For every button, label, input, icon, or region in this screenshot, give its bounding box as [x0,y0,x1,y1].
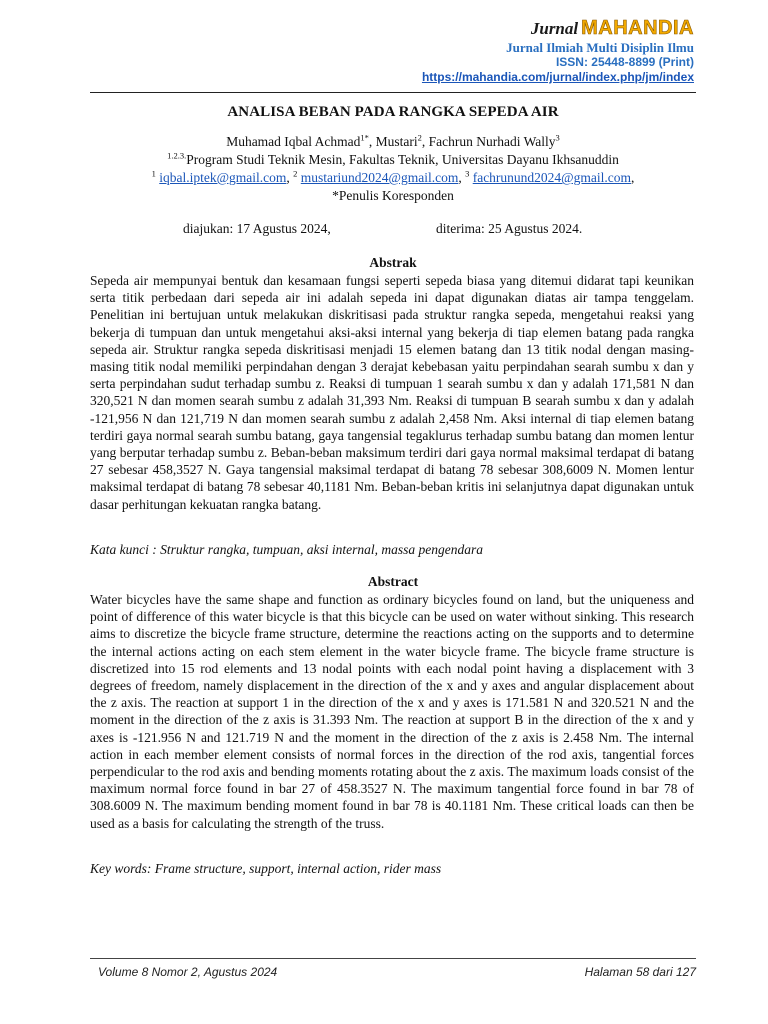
email-list: $^1$ iqbal.iptek@gmail.com, $^2$ mustariund2024@gmail.com, $^3$ fachrunund2024@gmail.com, [151,168,635,185]
journal-subtitle: Jurnal Ilmiah Multi Disiplin Ilmu [506,40,694,55]
journal-logo [422,18,694,40]
journal-header [422,18,694,85]
journal-url-link[interactable]: https://mahandia.com/jurnal/index.php/jm/index [421,70,694,84]
submitted-date: diajukan: 17 Agustus 2024, [183,221,331,236]
affiliation [90,151,696,168]
author-separator: , [421,134,429,149]
footer-page-number: Halaman 58 dari 127 [584,965,696,979]
accepted-date: diterima: 25 Agustus 2024. [436,221,583,236]
author-sup: 3 [555,132,560,143]
author-sup: 1* [360,132,369,143]
abstrak-keywords: Kata kunci : Struktur rangka, tumpuan, aksi internal, massa pengendara [90,542,483,557]
journal-issn: ISSN: 25448-8899 (Print) [555,55,694,69]
abstract-text: Water bicycles have the same shape and function as ordinary bicycles found on land, but the uniqueness and point of difference of this water bicycle is that this bicycle can be used on water without sinking. This research aims to discretize the bicycle frame structure, determine the reactions acting on the supports and to determine the internal actions acting on each stem element in the water bicycle frame. The bicycle frame structure is discretized into 15 rod elements and 13 nodal points with each nodal point having a displacement with 3 degrees of freedom, namely displacement in the direction of the x and y axes and angular displacement about the z axis. The reaction at support 1 in the direction of the x and y axes is 171.581 N and 320.521 N and the moment in the direction of the z axis is 31.393 Nm. The reaction at support B in the direction of the x and y axes is -121.956 N and 121.719 N and the moment in the direction of the z axis is 2.458 Nm. The internal action in each member element consists of normal forces in the direction of the rod axis, tangential forces perpendicular to the rod axis and bending moments rotating about the z axis. The maximum loads consist of the maximum normal force found in bar 27 of 458.3527 N. The maximum tangential force found in bar 78 of 308.6009 N. The maximum bending moment found in bar 78 is 40.1181 Nm. These critical loads can then be used as a basis for calculating the strength of the truss. [90,592,694,831]
author-sup: 2 [417,132,422,143]
author-name: Fachrun Nurhadi Wally [428,134,556,149]
author-list [90,133,696,150]
email-link[interactable]: iqbal.iptek@gmail.com [159,170,287,185]
corresponding-note: *Penulis Koresponden [332,188,454,203]
header-divider [90,92,696,93]
article-title: ANALISA BEBAN PADA RANGKA SEPEDA AIR [227,104,559,120]
journal-logo-script: Jurnal [530,19,579,38]
affiliation-text: Program Studi Teknik Mesin, Fakultas Teknik, Universitas Dayanu Ikhsanuddin [186,152,619,167]
author-name: Mustari [375,134,418,149]
abstract-keywords: Key words: Frame structure, support, internal action, rider mass [90,861,442,876]
email-sup: 3 [465,168,470,179]
page-footer [98,965,696,979]
email-sup: 2 [293,168,298,179]
footer-divider [90,958,696,959]
article-dates [183,221,583,237]
abstrak-heading: Abstrak [369,255,417,270]
author-name: Muhamad Iqbal Achmad [226,134,361,149]
abstract-heading: Abstract [367,574,419,589]
affiliation-sup: 1.2.3. [167,150,187,161]
footer-volume: Volume 8 Nomor 2, Agustus 2024 [98,965,278,979]
journal-logo-name: MAHANDIA [581,17,694,39]
email-link[interactable]: mustariund2024@gmail.com [300,170,459,185]
email-link[interactable]: fachrunund2024@gmail.com [472,170,631,185]
email-sup: 1 [151,168,156,179]
author-separator: , [368,134,376,149]
abstrak-text: Sepeda air mempunyai bentuk dan kesamaan fungsi seperti sepeda biasa yang ditemui didarat tapi keunikan serta titik perbedaan dari sepeda air ini adalah sepeda ini dapat digunakan diatas air tampa tenggelam. Penelitian ini bertujuan untuk melakukan diskritisasi pada struktur rangka sepeda, mengetahui reaksi yang bekerja di tumpuan dan untuk mengetahui aksi-aksi internal yang bekerja di tiap elemen batang pada rangka sepeda air. Struktur rangka sepeda diskritisasi menjadi 15 elemen batang dan 13 titik nodal dengan masing-masing titik nodal memiliki perpindahan dengan 3 derajat kebebasan yaitu perpindahan searah sumbu x dan y serta perpindahan sudut terhadap sumbu z. Reaksi di tumpuan 1 searah sumbu x dan y adalah 171,581 N dan 320,521 N dan momen searah sumbu z adalah 31,393 Nm. Reaksi di tumpuan B searah sumbu x dan y adalah -121,956 N dan 121,719 N dan momen searah sumbu z adalah 2,458 Nm. Aksi internal di tiap elemen batang terdiri gaya normal searah sumbu batang, gaya tangensial tegaklurus terhadap sumbu batang dan momen lentur yang berputar terhadap sumbu z. Beban-beban maksimum terdiri dari gaya normal maksimal terdapat di batang 27 sebesar 458,3527 N. Gaya tangensial maksimal terdapat di batang 78 sebesar 308,6009 N. Momen lentur maksimal terdapat di batang 78 sebesar 40,1181 Nm. Beban-beban kritis ini selanjutnya dapat digunakan untuk dasar perhitungan kekuatan rangka batang. [90,273,694,512]
